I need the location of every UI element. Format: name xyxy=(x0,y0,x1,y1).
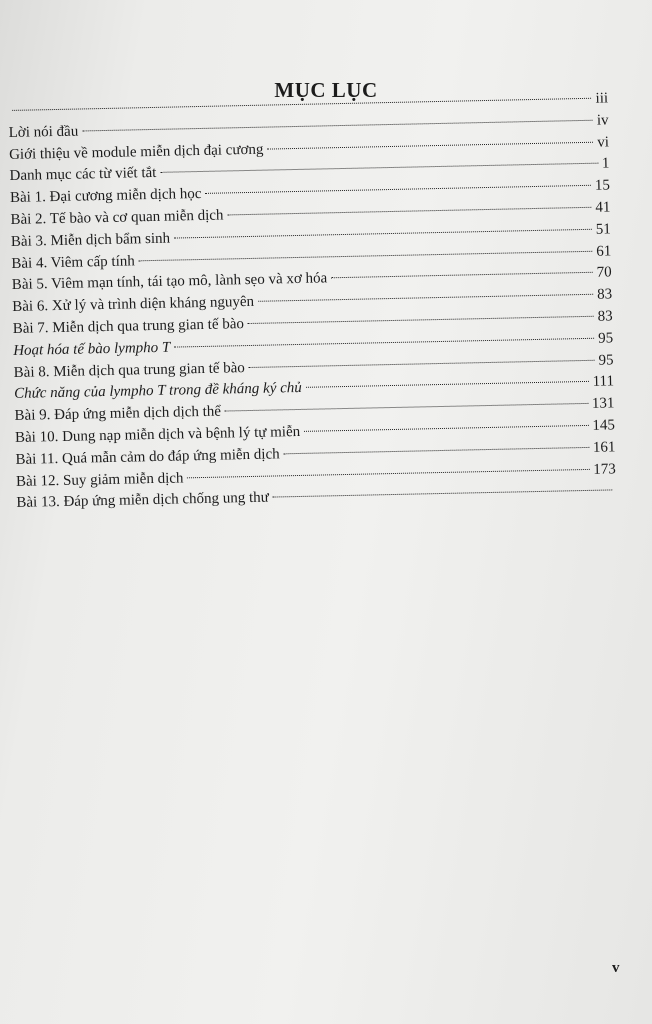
dot-leader xyxy=(139,250,593,260)
toc-entry-page: 83 xyxy=(597,308,613,325)
dot-leader xyxy=(174,229,592,239)
dot-leader xyxy=(205,185,590,194)
toc-entry-page: 95 xyxy=(598,351,614,369)
toc-entry-page: 15 xyxy=(594,177,611,194)
toc-entry-page: 173 xyxy=(593,460,617,478)
page-number: v xyxy=(612,960,620,976)
dot-leader xyxy=(331,272,593,278)
toc-entry-label: Bài 6. Xử lý và trình diện kháng nguyên xyxy=(12,294,255,316)
toc-entry-page: 51 xyxy=(595,221,611,238)
toc-entry-page: 1 xyxy=(601,155,610,172)
dot-leader xyxy=(304,425,588,432)
toc-entry-page: 95 xyxy=(597,330,614,347)
dot-leader xyxy=(12,98,591,111)
toc-entry-label: Bài 10. Dung nạp miễn dịch và bệnh lý tự miễn xyxy=(14,423,301,446)
toc-entry-page: 70 xyxy=(596,264,612,282)
toc-entry-label: Hoạt hóa tế bào lympho T xyxy=(13,339,171,359)
dot-leader xyxy=(267,141,593,149)
toc-entry-label: Bài 12. Suy giảm miễn dịch xyxy=(15,469,184,490)
table-of-contents xyxy=(8,88,617,515)
dot-leader xyxy=(187,468,589,477)
toc-entry-label: Chức năng của lympho T trong đề kháng ký chủ xyxy=(13,380,302,403)
dot-leader xyxy=(82,120,593,132)
dot-leader xyxy=(160,163,598,173)
toc-entry-label: Danh mục các từ viết tắt xyxy=(9,165,157,185)
dot-leader xyxy=(227,207,591,216)
toc-entry-label: Bài 7. Miễn dịch qua trung gian tế bào xyxy=(12,316,245,337)
dot-leader xyxy=(306,381,589,388)
toc-entry-page: 83 xyxy=(597,286,613,303)
toc-entry-page: vi xyxy=(597,134,610,151)
toc-entry-label: Giới thiệu về module miễn dịch đại cương xyxy=(8,141,264,163)
dot-leader xyxy=(225,403,588,412)
toc-entry-label: Bài 9. Đáp ứng miễn dịch dịch thể xyxy=(14,403,222,425)
dot-leader xyxy=(248,316,594,324)
dot-leader xyxy=(174,338,594,348)
toc-entry-label: Bài 13. Đáp ứng miễn dịch chống ung thư xyxy=(16,489,270,512)
toc-entry-page: 145 xyxy=(592,417,616,434)
toc-entry-page: 41 xyxy=(595,199,611,216)
toc-entry-page: 131 xyxy=(591,395,615,412)
toc-entry-page: iii xyxy=(595,90,609,107)
toc-entry-label: Bài 11. Quá mẫn cảm do đáp ứng miễn dịch xyxy=(15,446,280,468)
toc-entry-label: Bài 8. Miễn dịch qua trung gian tế bào xyxy=(13,359,246,381)
toc-entry-label: Bài 3. Miễn dịch bẩm sinh xyxy=(10,230,171,250)
dot-leader xyxy=(284,447,589,454)
dot-leader xyxy=(273,490,612,498)
toc-entry-label: Lời nói đầu xyxy=(8,123,79,141)
toc-entry-page: 111 xyxy=(592,373,615,391)
dot-leader xyxy=(249,359,595,367)
toc-entry-page: 61 xyxy=(596,242,612,260)
toc-entry-label: Bài 4. Viêm cấp tính xyxy=(11,252,135,272)
toc-entry-page: iv xyxy=(596,112,609,129)
toc-entry-page: 161 xyxy=(592,439,616,456)
toc-entry-label: Bài 2. Tế bào và cơ quan miễn dịch xyxy=(10,207,224,228)
dot-leader xyxy=(258,294,593,302)
toc-entry-label: Bài 1. Đại cương miễn dịch học xyxy=(9,186,202,207)
page-title: MỤC LỤC xyxy=(274,78,378,102)
toc-entry-label: Bài 5. Viêm mạn tính, tái tạo mô, lành sẹo và xơ hóa xyxy=(11,270,328,294)
